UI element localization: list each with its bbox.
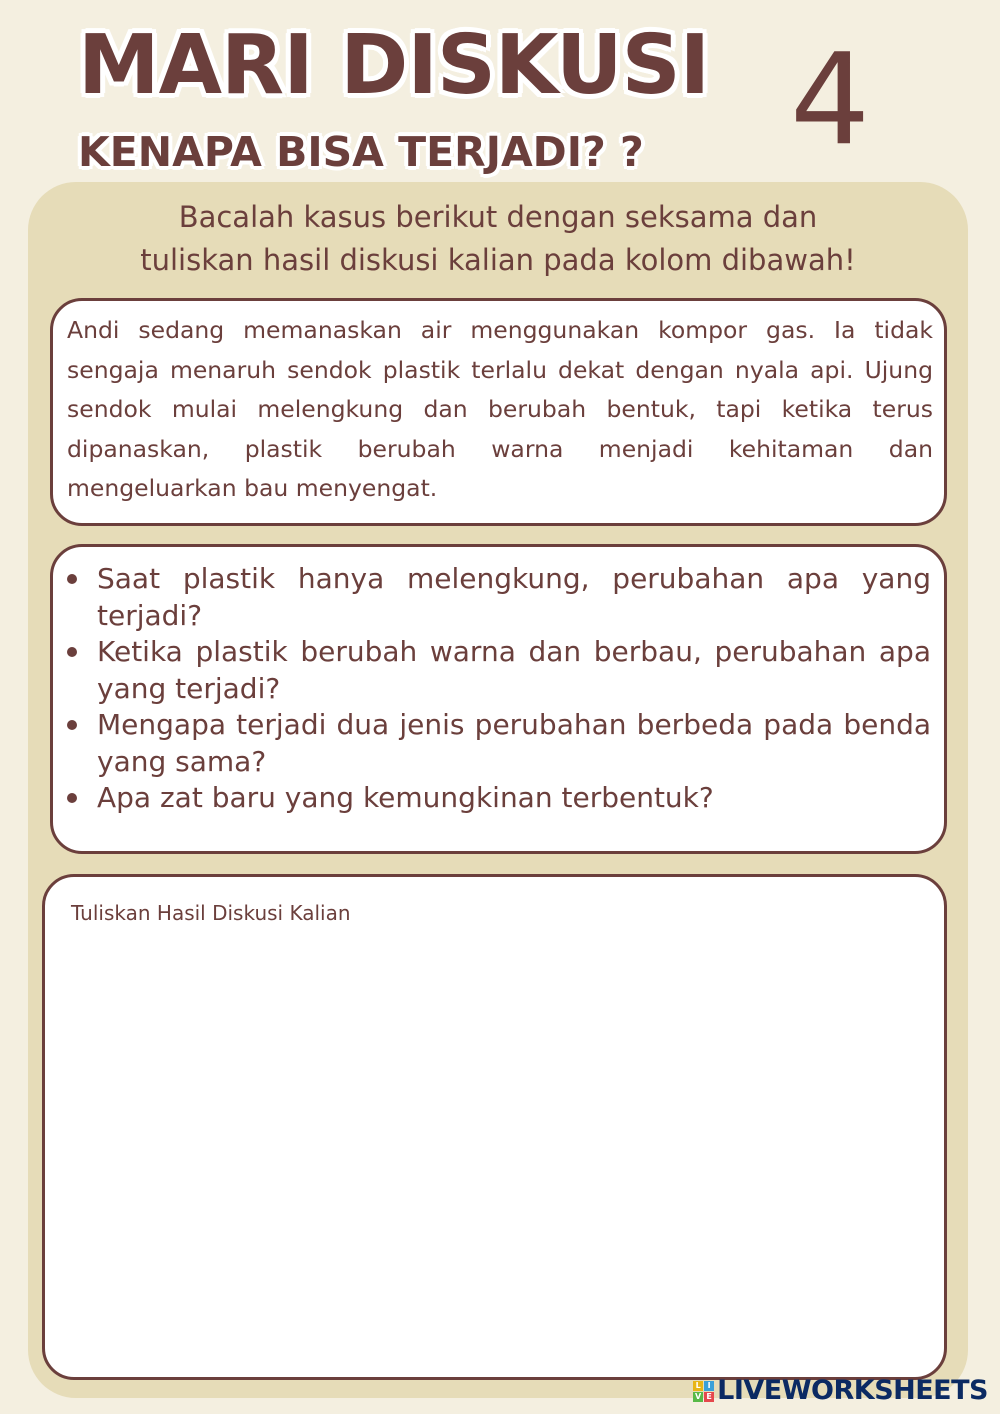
liveworksheets-wordmark: LIVEWORKSHEETS — [717, 1375, 988, 1406]
activity-number: 4 — [790, 26, 871, 173]
instruction-text — [28, 196, 968, 282]
question-text: Apa zat baru yang kemungkinan terbentuk? — [97, 781, 714, 814]
question-item — [97, 634, 931, 707]
logo-tile-v: V — [695, 1391, 702, 1401]
answer-box — [42, 874, 947, 1380]
page-subtitle: KENAPA BISA TERJADI? ? — [78, 128, 644, 176]
bullet-icon — [67, 793, 77, 803]
question-text: Mengapa terjadi dua jenis perubahan berbeda pada benda yang sama? — [97, 708, 931, 778]
question-text: Ketika plastik berubah warna dan berbau, perubahan apa yang terjadi? — [97, 635, 931, 705]
question-text: Saat plastik hanya melengkung, perubahan apa yang terjadi? — [97, 562, 931, 632]
case-box — [50, 298, 947, 526]
liveworksheets-logo — [693, 1376, 988, 1406]
page-title: MARI DISKUSI — [78, 18, 710, 113]
instruction-line-1: Bacalah kasus berikut dengan seksama dan — [178, 200, 818, 234]
question-list — [97, 561, 931, 817]
bullet-icon — [67, 720, 77, 730]
bullet-icon — [67, 647, 77, 657]
question-item — [97, 561, 931, 634]
logo-tile-e: E — [704, 1392, 714, 1402]
logo-tile-i: I — [704, 1381, 714, 1391]
answer-input[interactable] — [67, 895, 931, 1371]
instruction-line-2: tuliskan hasil diskusi kalian pada kolom dibawah! — [140, 243, 856, 277]
question-item — [97, 707, 931, 780]
logo-tile-l: L — [693, 1381, 703, 1391]
bullet-icon — [67, 574, 77, 584]
case-text: Andi sedang memanaskan air menggunakan kompor gas. Ia tidak sengaja menaruh sendok plastik terlalu dekat dengan nyala api. Ujung sendok mulai melengkung dan berubah bentuk, tapi ketika terus dipanaskan, plastik berubah warna menjadi kehitaman dan mengeluarkan bau menyengat. — [67, 316, 933, 502]
liveworksheets-icon — [693, 1381, 714, 1402]
question-item — [97, 780, 931, 817]
questions-box — [50, 544, 947, 854]
